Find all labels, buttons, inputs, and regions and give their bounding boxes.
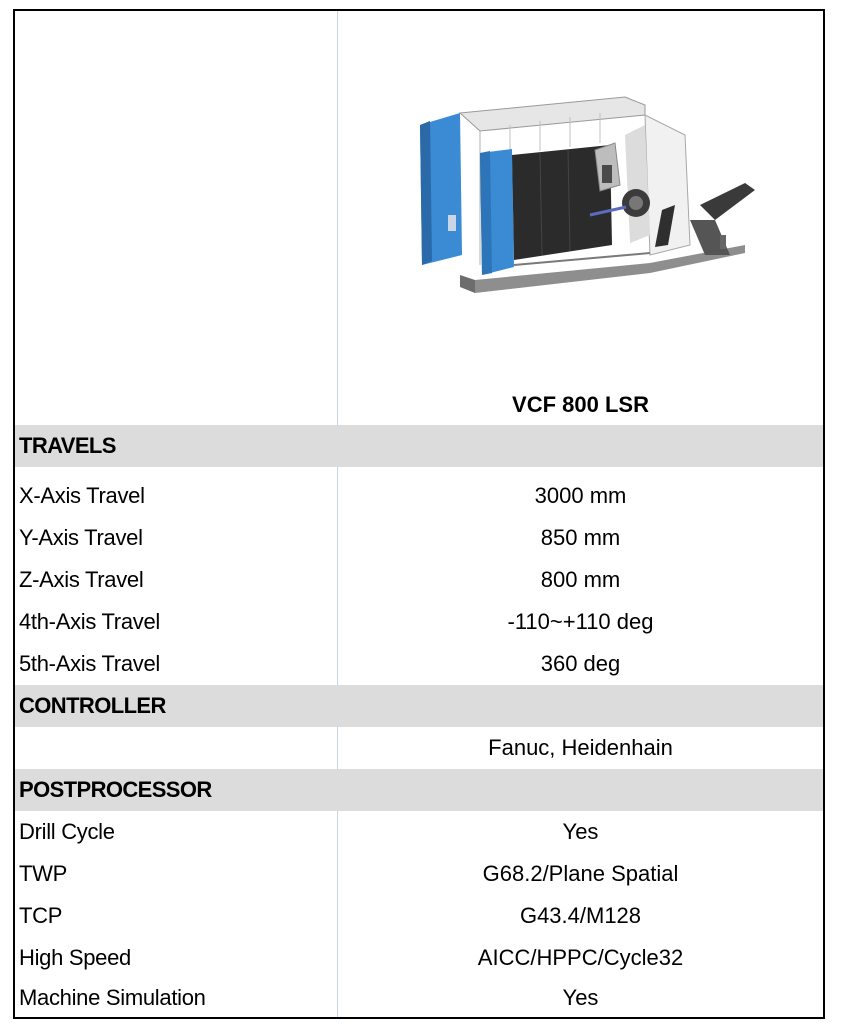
row-value: Fanuc, Heidenhain — [488, 735, 673, 760]
row-label: High Speed — [19, 945, 131, 970]
row-label: TWP — [19, 861, 67, 886]
table-row — [15, 811, 823, 853]
table-row — [15, 643, 823, 685]
model-name: VCF 800 LSR — [512, 392, 649, 417]
table-row — [15, 977, 823, 1019]
row-value: -110~+110 deg — [507, 609, 654, 634]
row-label: Z-Axis Travel — [19, 567, 144, 592]
table-row — [15, 895, 823, 937]
table-row — [15, 601, 823, 643]
row-value: 3000 mm — [534, 483, 627, 508]
row-label: TCP — [19, 903, 63, 928]
section-title: CONTROLLER — [19, 693, 166, 718]
row-value: G43.4/M128 — [519, 903, 642, 928]
cnc-machine-icon — [400, 95, 760, 305]
row-label: Drill Cycle — [19, 819, 115, 844]
spec-sheet — [13, 9, 825, 1019]
row-label: 5th-Axis Travel — [19, 651, 160, 676]
row-value: 360 deg — [540, 651, 621, 676]
table-row — [15, 559, 823, 601]
row-value: AICC/HPPC/Cycle32 — [477, 945, 684, 970]
table-row — [15, 853, 823, 895]
section-header-controller — [15, 685, 823, 727]
row-label: Y-Axis Travel — [19, 525, 143, 550]
row-label: Machine Simulation — [19, 985, 206, 1010]
table-row — [15, 517, 823, 559]
section-header-postprocessor — [15, 769, 823, 811]
section-title: POSTPROCESSOR — [19, 777, 212, 802]
table-row — [15, 937, 823, 979]
section-header-travels — [15, 425, 823, 467]
row-value: G68.2/Plane Spatial — [482, 861, 679, 886]
table-row — [15, 727, 823, 769]
row-value: 800 mm — [540, 567, 621, 592]
row-label: 4th-Axis Travel — [19, 609, 160, 634]
section-title: TRAVELS — [19, 433, 116, 458]
row-value: 850 mm — [540, 525, 621, 550]
row-value: Yes — [562, 985, 599, 1010]
table-row — [15, 475, 823, 517]
row-label: X-Axis Travel — [19, 483, 145, 508]
row-value: Yes — [562, 819, 599, 844]
